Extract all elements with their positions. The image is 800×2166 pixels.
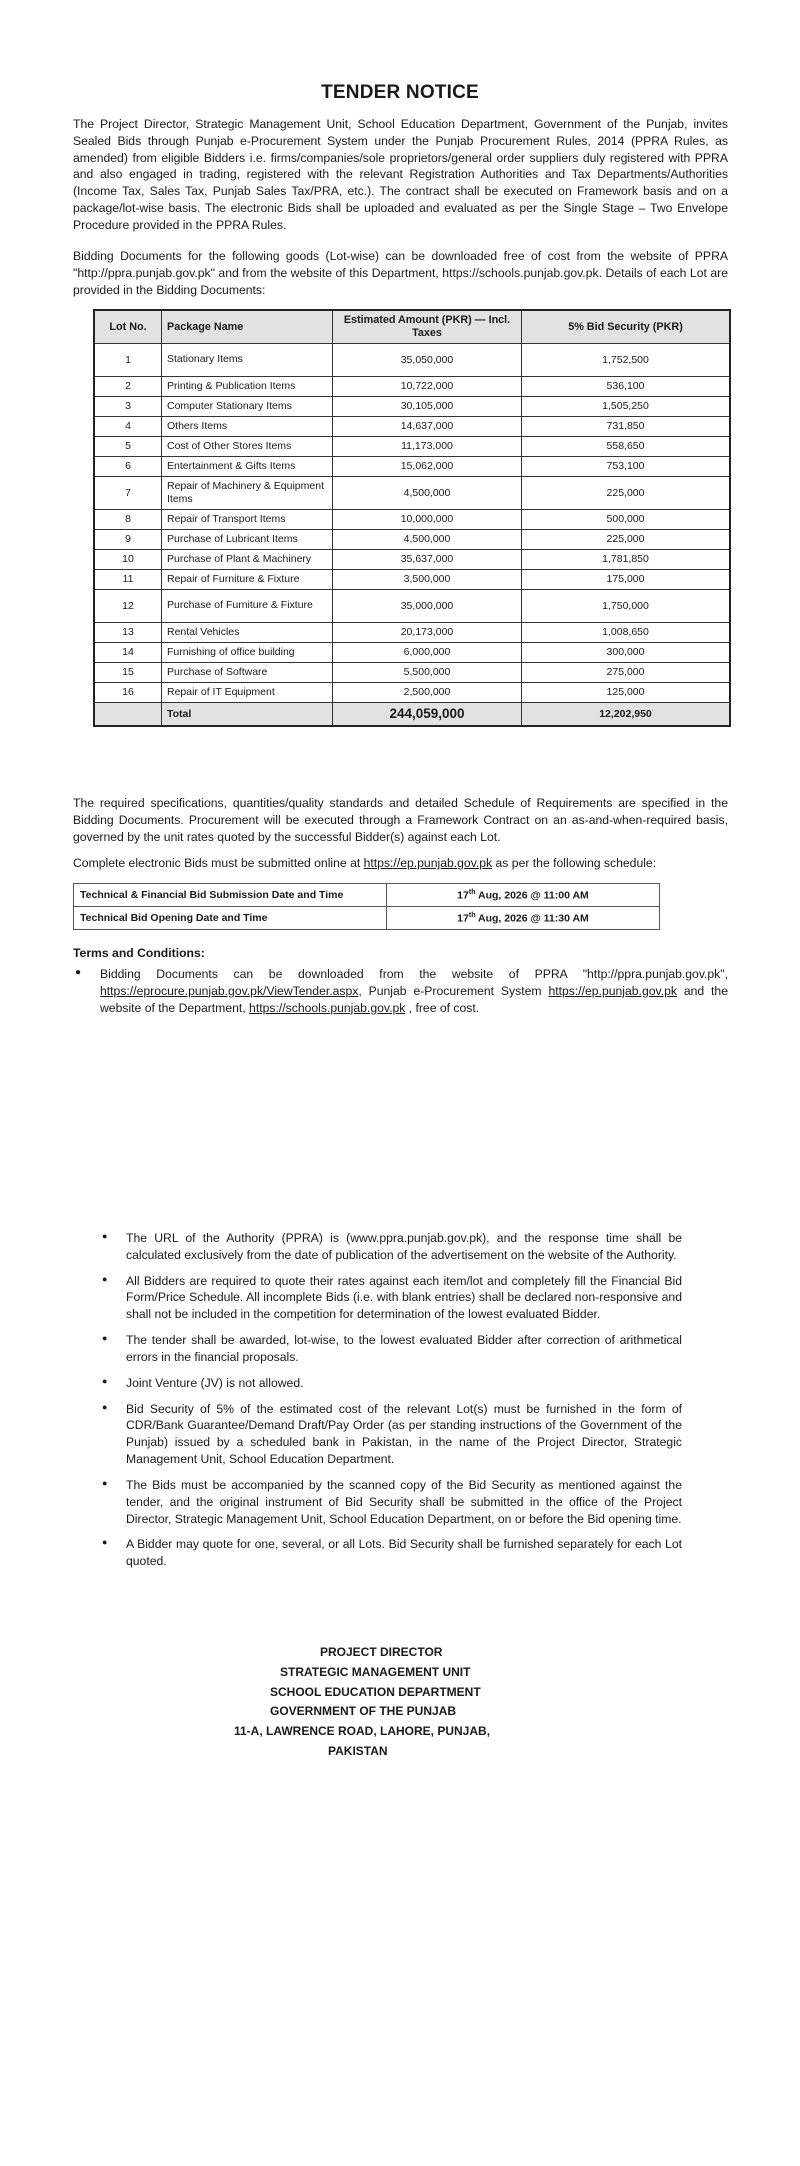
estimated-amount: 2,500,000 [333, 683, 522, 703]
list-item: ● A Bidder may quote for one, several, or all Lots. Bid Security shall be furnished separately for each Lot quoted. [102, 1536, 682, 1570]
header-bid-security: 5% Bid Security (PKR) [522, 310, 731, 344]
package-name: Purchase of Lubricant Items [162, 530, 333, 550]
package-name: Computer Stationary Items [162, 397, 333, 417]
lot-number: 6 [94, 457, 162, 477]
opening-datetime [387, 907, 660, 930]
total-empty-cell [94, 703, 162, 727]
bid-security: 731,850 [522, 417, 731, 437]
bid-security: 753,100 [522, 457, 731, 477]
bid-security: 558,650 [522, 437, 731, 457]
estimated-amount: 35,050,000 [333, 344, 522, 377]
terms-list-first [73, 966, 728, 1016]
package-name: Repair of IT Equipment [162, 683, 333, 703]
table-row [94, 683, 730, 703]
header-estimated-amount: Estimated Amount (PKR) — Incl. Taxes [333, 310, 522, 344]
list-item: ● The Bids must be accompanied by the scanned copy of the Bid Security as mentioned against the tender, and the original instrument of Bid Security shall be submitted in the office of the Project Director, Strategic Management Unit, School Education Department, on or before the Bid opening time. [102, 1477, 682, 1527]
lot-number: 5 [94, 437, 162, 457]
table-row [94, 530, 730, 550]
estimated-amount: 10,722,000 [333, 377, 522, 397]
bid-security: 536,100 [522, 377, 731, 397]
signature-block [210, 1643, 540, 1762]
lot-number: 2 [94, 377, 162, 397]
opening-day: 17 [457, 912, 469, 924]
bid-security: 125,000 [522, 683, 731, 703]
lot-number: 15 [94, 663, 162, 683]
lots-table [93, 309, 731, 727]
list-item: ● The tender shall be awarded, lot-wise, to the lowest evaluated Bidder after correction of arithmetical errors in the financial proposals. [102, 1332, 682, 1366]
table-row [94, 510, 730, 530]
package-name: Rental Vehicles [162, 623, 333, 643]
estimated-amount: 15,062,000 [333, 457, 522, 477]
list-item: ● The URL of the Authority (PPRA) is (www.ppra.punjab.gov.pk), and the response time shall be calculated exclusively from the date of publication of the advertisement on the website of the Authority. [102, 1230, 682, 1264]
package-name: Purchase of Furniture & Fixture [162, 590, 333, 623]
bid-security: 1,750,000 [522, 590, 731, 623]
term-text: , Punjab e-Procurement System [358, 983, 549, 998]
total-bid-security: 12,202,950 [522, 703, 731, 727]
lot-number: 13 [94, 623, 162, 643]
bid-security: 225,000 [522, 477, 731, 510]
estimated-amount: 35,000,000 [333, 590, 522, 623]
lot-number: 3 [94, 397, 162, 417]
list-item: ● All Bidders are required to quote their rates against each item/lot and completely fill the Financial Bid Form/Price Schedule. All incomplete Bids (i.e. with blank entries) shall be declared non-responsive and shall not be included in the competition for determination of the lowest evaluated Bidder. [102, 1273, 682, 1323]
table-row [94, 623, 730, 643]
page-title: TENDER NOTICE [321, 82, 479, 103]
bid-security: 300,000 [522, 643, 731, 663]
schedule-row-opening [74, 907, 660, 930]
package-name: Repair of Furniture & Fixture [162, 570, 333, 590]
terms-heading: Terms and Conditions: [73, 946, 205, 960]
table-total-row [94, 703, 730, 727]
term-text: , free of cost. [405, 1000, 480, 1015]
term-text: Bidding Documents can be downloaded from the website of PPRA "http://ppra.punjab.gov.pk", [100, 967, 728, 981]
lot-number: 9 [94, 530, 162, 550]
lot-number: 10 [94, 550, 162, 570]
submission-paragraph [73, 855, 728, 872]
submission-date-rest: Aug, 2026 @ 11:00 AM [475, 889, 589, 901]
signature-title: PROJECT DIRECTOR [320, 1645, 443, 1659]
estimated-amount: 6,000,000 [333, 643, 522, 663]
bid-security: 1,008,650 [522, 623, 731, 643]
list-item [73, 966, 728, 1016]
bid-security: 225,000 [522, 530, 731, 550]
estimated-amount: 35,637,000 [333, 550, 522, 570]
table-row [94, 457, 730, 477]
bid-security: 175,000 [522, 570, 731, 590]
estimated-amount: 5,500,000 [333, 663, 522, 683]
table-row [94, 570, 730, 590]
package-name: Purchase of Plant & Machinery [162, 550, 333, 570]
documents-paragraph: Bidding Documents for the following goods (Lot-wise) can be downloaded free of cost from the website of PPRA "http://ppra.punjab.gov.pk" and from the website of this Department, https://schools.punjab.gov.pk. Details of each Lot are provided in the Bidding Documents: [73, 249, 728, 297]
estimated-amount: 11,173,000 [333, 437, 522, 457]
intro-paragraph: The Project Director, Strategic Management Unit, School Education Department, Government of the Punjab, invites Sealed Bids through Punjab e-Procurement System under the Punjab Procurement Rules, 2014 (PPRA Rules, as amended) from eligible Bidders i.e. firms/companies/sole proprietors/general order suppliers duly registered with PPRA and also engaged in trading, registered with the relevant Registration Authorities and Tax Departments/Authorities (Income Tax, Sales Tax, Punjab Sales Tax/PRA, etc.). The contract shall be executed on Framework basis and on a package/lot-wise basis. The electronic Bids shall be uploaded and evaluated as per the Single Stage – Two Envelope Procedure provided in the PPRA Rules. [73, 117, 728, 232]
signature-unit: STRATEGIC MANAGEMENT UNIT [280, 1664, 471, 1679]
bid-security: 1,752,500 [522, 344, 731, 377]
estimated-amount: 14,637,000 [333, 417, 522, 437]
table-row [94, 344, 730, 377]
table-row [94, 550, 730, 570]
estimated-amount: 10,000,000 [333, 510, 522, 530]
table-row [94, 477, 730, 510]
signature-address: 11-A, LAWRENCE ROAD, LAHORE, PUNJAB, [234, 1724, 491, 1739]
package-name: Entertainment & Gifts Items [162, 457, 333, 477]
list-item: ● Bid Security of 5% of the estimated cost of the relevant Lot(s) must be furnished in the form of CDR/Bank Guarantee/Demand Draft/Pay Order (as per standing instructions of the Government of the Punjab) issued by a scheduled bank in Pakistan, in the name of the Project Director, Strategic Management Unit, School Education Department. [102, 1401, 682, 1468]
bid-security: 500,000 [522, 510, 731, 530]
estimated-amount: 20,173,000 [333, 623, 522, 643]
submission-datetime [387, 884, 660, 907]
bid-security: 275,000 [522, 663, 731, 683]
submission-text-after: as per the following schedule: [492, 856, 657, 870]
opening-label: Technical Bid Opening Date and Time [74, 907, 387, 930]
bid-security: 1,505,250 [522, 397, 731, 417]
lot-number: 12 [94, 590, 162, 623]
bid-security: 1,781,850 [522, 550, 731, 570]
schedule-row-submission [74, 884, 660, 907]
signature-country: PAKISTAN [328, 1743, 388, 1758]
estimated-amount: 30,105,000 [333, 397, 522, 417]
table-row [94, 663, 730, 683]
signature-department: SCHOOL EDUCATION DEPARTMENT [270, 1684, 481, 1699]
list-item: ● Joint Venture (JV) is not allowed. [102, 1375, 682, 1392]
opening-date-rest: Aug, 2026 @ 11:30 AM [475, 912, 589, 924]
header-package-name: Package Name [162, 310, 333, 344]
estimated-amount: 4,500,000 [333, 477, 522, 510]
term-text: and the website of the Department, [100, 983, 728, 1015]
lot-number: 16 [94, 683, 162, 703]
lots-table-header [94, 310, 730, 344]
table-row [94, 417, 730, 437]
specifications-paragraph: The required specifications, quantities/quality standards and detailed Schedule of Requirements are specified in the Bidding Documents. Procurement will be executed through a Framework Contract on an as-and-when-required basis, governed by the unit rates quoted by the successful Bidder(s) against each Lot. [73, 796, 728, 844]
package-name: Printing & Publication Items [162, 377, 333, 397]
package-name: Stationary Items [162, 344, 333, 377]
schools-punjab-link[interactable]: https://schools.punjab.gov.pk [249, 1000, 406, 1015]
table-row [94, 590, 730, 623]
package-name: Cost of Other Stores Items [162, 437, 333, 457]
lot-number: 14 [94, 643, 162, 663]
lot-number: 7 [94, 477, 162, 510]
table-row [94, 377, 730, 397]
lot-number: 1 [94, 344, 162, 377]
lot-number: 8 [94, 510, 162, 530]
total-amount: 244,059,000 [333, 703, 522, 727]
submission-label: Technical & Financial Bid Submission Date and Time [74, 884, 387, 907]
total-label: Total [162, 703, 333, 727]
table-row [94, 643, 730, 663]
opening-day-suffix: th [468, 911, 476, 919]
package-name: Repair of Machinery & Equipment Items [162, 477, 333, 510]
package-name: Purchase of Software [162, 663, 333, 683]
ep-punjab-link[interactable]: https://ep.punjab.gov.pk [363, 856, 493, 870]
package-name: Furnishing of office building [162, 643, 333, 663]
lot-number: 4 [94, 417, 162, 437]
ep-punjab-link[interactable]: https://ep.punjab.gov.pk [548, 983, 677, 998]
package-name: Repair of Transport Items [162, 510, 333, 530]
estimated-amount: 4,500,000 [333, 530, 522, 550]
submission-day-suffix: th [468, 888, 476, 896]
submission-text-before: Complete electronic Bids must be submitted online at [73, 856, 364, 870]
schedule-table [73, 883, 660, 930]
estimated-amount: 3,500,000 [333, 570, 522, 590]
lot-number: 11 [94, 570, 162, 590]
package-name: Others Items [162, 417, 333, 437]
header-lot-no: Lot No. [94, 310, 162, 344]
submission-day: 17 [457, 889, 469, 901]
table-row [94, 437, 730, 457]
signature-government: GOVERNMENT OF THE PUNJAB [270, 1704, 457, 1719]
table-row [94, 397, 730, 417]
eprocure-link[interactable]: https://eprocure.punjab.gov.pk/ViewTender.aspx [100, 983, 359, 998]
terms-list [102, 1230, 682, 1579]
